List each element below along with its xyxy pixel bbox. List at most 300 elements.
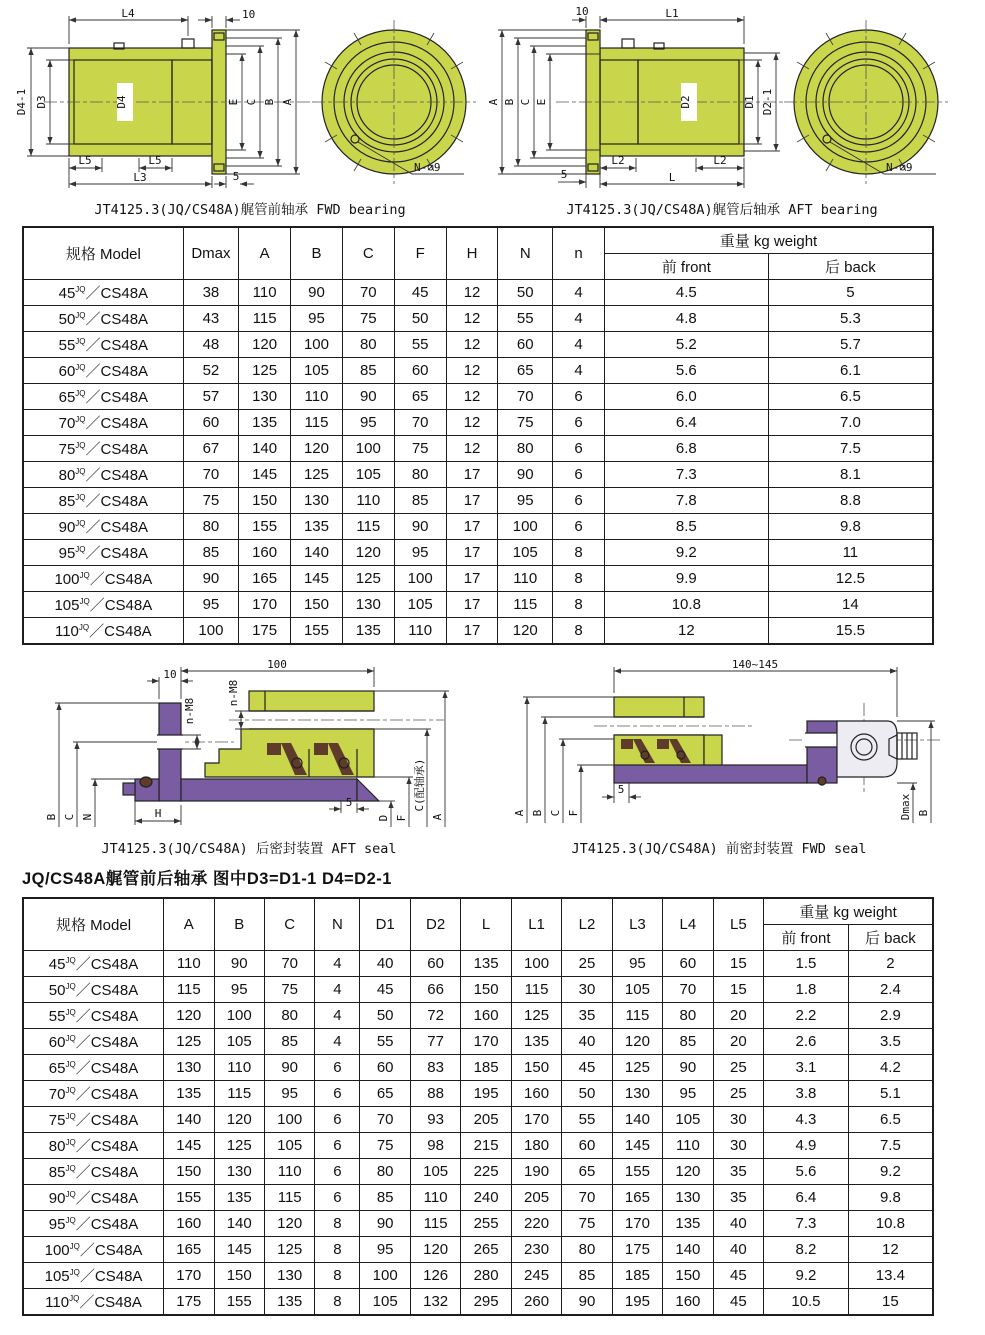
value-cell: 90 bbox=[562, 1289, 612, 1316]
weight-cell: 7.3 bbox=[764, 1211, 849, 1237]
dim-label: A bbox=[431, 813, 444, 821]
value-cell: 220 bbox=[511, 1211, 561, 1237]
value-cell: 130 bbox=[264, 1263, 314, 1289]
value-cell: 35 bbox=[562, 1003, 612, 1029]
value-cell: 105 bbox=[360, 1289, 410, 1316]
column-header: C bbox=[264, 898, 314, 951]
value-cell: 95 bbox=[214, 977, 264, 1003]
value-cell: 88 bbox=[410, 1081, 460, 1107]
fwd-bearing-front-view bbox=[312, 20, 476, 184]
value-cell: 40 bbox=[360, 951, 410, 977]
value-cell: 95 bbox=[264, 1081, 314, 1107]
aft-bearing-section-view bbox=[486, 6, 958, 198]
value-cell: 170 bbox=[461, 1029, 511, 1055]
dim-label: 10 bbox=[575, 6, 589, 18]
weight-cell: 6.0 bbox=[604, 384, 768, 410]
value-cell: 50 bbox=[360, 1003, 410, 1029]
value-cell: 40 bbox=[713, 1211, 763, 1237]
weight-cell: 6.4 bbox=[604, 410, 768, 436]
table-row bbox=[23, 1133, 933, 1159]
value-cell: 120 bbox=[214, 1107, 264, 1133]
value-cell: 110 bbox=[663, 1133, 713, 1159]
weight-cell: 10.5 bbox=[764, 1289, 849, 1316]
table-row bbox=[23, 1289, 933, 1316]
model-cell: $105^{JQ}/CS48A$ bbox=[23, 1263, 164, 1289]
dim-label: D4-1 bbox=[15, 88, 28, 116]
value-cell: 90 bbox=[360, 1211, 410, 1237]
weight-cell: 9.9 bbox=[604, 566, 768, 592]
value-cell: 55 bbox=[360, 1029, 410, 1055]
value-cell: 165 bbox=[164, 1237, 214, 1263]
value-cell: 110 bbox=[498, 566, 553, 592]
column-header: L5 bbox=[713, 898, 763, 951]
table-row bbox=[23, 951, 933, 977]
value-cell: 75 bbox=[264, 977, 314, 1003]
value-cell: 75 bbox=[183, 488, 239, 514]
value-cell: 115 bbox=[214, 1081, 264, 1107]
value-cell: 130 bbox=[612, 1081, 662, 1107]
value-cell: 20 bbox=[713, 1003, 763, 1029]
model-cell: $90^{JQ}/CS48A$ bbox=[23, 514, 183, 540]
value-cell: 100 bbox=[394, 566, 446, 592]
value-cell: 110 bbox=[394, 618, 446, 645]
value-cell: 55 bbox=[498, 306, 553, 332]
weight-cell: 2.6 bbox=[764, 1029, 849, 1055]
value-cell: 125 bbox=[214, 1133, 264, 1159]
weight-cell: 7.5 bbox=[768, 436, 933, 462]
value-cell: 4 bbox=[315, 951, 360, 977]
value-cell: 175 bbox=[239, 618, 291, 645]
value-cell: 105 bbox=[612, 977, 662, 1003]
value-cell: 80 bbox=[394, 462, 446, 488]
value-cell: 135 bbox=[264, 1289, 314, 1316]
value-cell: 95 bbox=[612, 951, 662, 977]
value-cell: 100 bbox=[360, 1263, 410, 1289]
value-cell: 8 bbox=[315, 1289, 360, 1316]
value-cell: 145 bbox=[291, 566, 343, 592]
value-cell: 115 bbox=[264, 1185, 314, 1211]
model-cell: $95^{JQ}/CS48A$ bbox=[23, 1211, 164, 1237]
dim-label: A bbox=[487, 98, 500, 106]
value-cell: 4 bbox=[315, 977, 360, 1003]
value-cell: 75 bbox=[394, 436, 446, 462]
fwd-seal-caption: JT4125.3(JQ/CS48A) 前密封装置 FWD seal bbox=[571, 841, 867, 857]
value-cell: 4 bbox=[553, 358, 605, 384]
weight-cell: 5.6 bbox=[764, 1159, 849, 1185]
value-cell: 115 bbox=[291, 410, 343, 436]
value-cell: 155 bbox=[164, 1185, 214, 1211]
weight-cell: 5.6 bbox=[604, 358, 768, 384]
value-cell: 77 bbox=[410, 1029, 460, 1055]
weight-cell: 4.5 bbox=[604, 280, 768, 306]
value-cell: 110 bbox=[291, 384, 343, 410]
dim-label: L5 bbox=[148, 154, 162, 167]
value-cell: 12 bbox=[446, 306, 498, 332]
value-cell: 205 bbox=[461, 1107, 511, 1133]
value-cell: 105 bbox=[663, 1107, 713, 1133]
value-cell: 230 bbox=[511, 1237, 561, 1263]
value-cell: 120 bbox=[239, 332, 291, 358]
value-cell: 115 bbox=[342, 514, 394, 540]
value-cell: 100 bbox=[264, 1107, 314, 1133]
model-cell: $85^{JQ}/CS48A$ bbox=[23, 1159, 164, 1185]
table-row bbox=[23, 410, 933, 436]
value-cell: 175 bbox=[612, 1237, 662, 1263]
model-cell: $50^{JQ}/CS48A$ bbox=[23, 977, 164, 1003]
dim-label: 10 bbox=[242, 8, 256, 21]
value-cell: 170 bbox=[239, 592, 291, 618]
value-cell: 8 bbox=[553, 592, 605, 618]
dim-label: L4 bbox=[121, 7, 135, 20]
dim-label: C bbox=[549, 809, 562, 817]
value-cell: 205 bbox=[511, 1185, 561, 1211]
value-cell: 90 bbox=[394, 514, 446, 540]
value-cell: 105 bbox=[498, 540, 553, 566]
value-cell: 12 bbox=[446, 280, 498, 306]
value-cell: 126 bbox=[410, 1263, 460, 1289]
value-cell: 105 bbox=[291, 358, 343, 384]
value-cell: 215 bbox=[461, 1133, 511, 1159]
value-cell: 160 bbox=[663, 1289, 713, 1316]
value-cell: 145 bbox=[239, 462, 291, 488]
dim-label: A bbox=[281, 98, 294, 106]
dim-label: B bbox=[45, 813, 58, 821]
weight-cell: 5.7 bbox=[768, 332, 933, 358]
value-cell: 6 bbox=[315, 1055, 360, 1081]
column-header: L2 bbox=[562, 898, 612, 951]
value-cell: 12 bbox=[446, 410, 498, 436]
value-cell: 120 bbox=[663, 1159, 713, 1185]
value-cell: 100 bbox=[291, 332, 343, 358]
dim-label: n-M8 bbox=[227, 679, 240, 707]
value-cell: 65 bbox=[562, 1159, 612, 1185]
weight-cell: 6.5 bbox=[848, 1107, 933, 1133]
value-cell: 95 bbox=[342, 410, 394, 436]
model-column-header: 规格 Model bbox=[23, 227, 183, 280]
value-cell: 12 bbox=[446, 436, 498, 462]
model-cell: $80^{JQ}/CS48A$ bbox=[23, 1133, 164, 1159]
bearing-drawings-row bbox=[0, 6, 985, 218]
oil-hole-tab bbox=[182, 39, 194, 48]
table-row bbox=[23, 618, 933, 645]
value-cell: 35 bbox=[713, 1185, 763, 1211]
value-cell: 8 bbox=[553, 566, 605, 592]
value-cell: 240 bbox=[461, 1185, 511, 1211]
value-cell: 150 bbox=[164, 1159, 214, 1185]
value-cell: 150 bbox=[291, 592, 343, 618]
value-cell: 75 bbox=[342, 306, 394, 332]
value-cell: 75 bbox=[360, 1133, 410, 1159]
fwd-bearing-drawing bbox=[14, 6, 486, 218]
value-cell: 110 bbox=[264, 1159, 314, 1185]
value-cell: 135 bbox=[164, 1081, 214, 1107]
model-cell: $95^{JQ}/CS48A$ bbox=[23, 540, 183, 566]
model-cell: $100^{JQ}/CS48A$ bbox=[23, 1237, 164, 1263]
value-cell: 60 bbox=[410, 951, 460, 977]
column-header: N bbox=[498, 227, 553, 280]
value-cell: 60 bbox=[663, 951, 713, 977]
weight-cell: 9.2 bbox=[764, 1263, 849, 1289]
model-cell: $75^{JQ}/CS48A$ bbox=[23, 436, 183, 462]
dim-label: 10 bbox=[163, 668, 177, 681]
weight-cell: 4.9 bbox=[764, 1133, 849, 1159]
value-cell: 70 bbox=[342, 280, 394, 306]
value-cell: 130 bbox=[291, 488, 343, 514]
dim-label: 5 bbox=[617, 783, 625, 796]
value-cell: 100 bbox=[183, 618, 239, 645]
value-cell: 85 bbox=[360, 1185, 410, 1211]
weight-subheader: 前 front bbox=[604, 254, 768, 280]
weight-cell: 8.2 bbox=[764, 1237, 849, 1263]
table-row bbox=[23, 1029, 933, 1055]
value-cell: 17 bbox=[446, 566, 498, 592]
value-cell: 60 bbox=[394, 358, 446, 384]
o-ring bbox=[818, 777, 826, 785]
dim-label: L5 bbox=[78, 154, 92, 167]
seal-flange bbox=[159, 703, 181, 801]
value-cell: 280 bbox=[461, 1263, 511, 1289]
value-cell: 67 bbox=[183, 436, 239, 462]
dim-label: D2-1 bbox=[761, 88, 774, 116]
column-header: D1 bbox=[360, 898, 410, 951]
dim-label: D4 bbox=[115, 95, 128, 109]
value-cell: 35 bbox=[713, 1159, 763, 1185]
value-cell: 115 bbox=[511, 977, 561, 1003]
value-cell: 6 bbox=[315, 1159, 360, 1185]
value-cell: 4 bbox=[553, 332, 605, 358]
weight-cell: 8.5 bbox=[604, 514, 768, 540]
value-cell: 130 bbox=[663, 1185, 713, 1211]
value-cell: 40 bbox=[562, 1029, 612, 1055]
value-cell: 165 bbox=[612, 1185, 662, 1211]
weight-cell: 14 bbox=[768, 592, 933, 618]
value-cell: 8 bbox=[315, 1211, 360, 1237]
weight-subheader: 前 front bbox=[764, 925, 849, 951]
column-header: L1 bbox=[511, 898, 561, 951]
model-cell: $65^{JQ}/CS48A$ bbox=[23, 384, 183, 410]
value-cell: 150 bbox=[461, 977, 511, 1003]
value-cell: 125 bbox=[264, 1237, 314, 1263]
value-cell: 185 bbox=[461, 1055, 511, 1081]
weight-header: 重量 kg weight bbox=[764, 898, 933, 925]
model-cell: $80^{JQ}/CS48A$ bbox=[23, 462, 183, 488]
value-cell: 30 bbox=[562, 977, 612, 1003]
value-cell: 115 bbox=[164, 977, 214, 1003]
dim-label: D2 bbox=[679, 95, 692, 109]
value-cell: 15 bbox=[713, 951, 763, 977]
model-cell: $55^{JQ}/CS48A$ bbox=[23, 332, 183, 358]
value-cell: 80 bbox=[183, 514, 239, 540]
value-cell: 175 bbox=[164, 1289, 214, 1316]
value-cell: 120 bbox=[612, 1029, 662, 1055]
value-cell: 295 bbox=[461, 1289, 511, 1316]
value-cell: 40 bbox=[713, 1237, 763, 1263]
table-row bbox=[23, 1185, 933, 1211]
dim-label: 140~145 bbox=[731, 658, 779, 671]
weight-cell: 9.8 bbox=[848, 1185, 933, 1211]
value-cell: 70 bbox=[498, 384, 553, 410]
value-cell: 93 bbox=[410, 1107, 460, 1133]
seal-base-sleeve bbox=[181, 779, 357, 801]
table-row bbox=[23, 358, 933, 384]
value-cell: 195 bbox=[612, 1289, 662, 1316]
value-cell: 8 bbox=[553, 618, 605, 645]
value-cell: 160 bbox=[164, 1211, 214, 1237]
dim-label: B bbox=[263, 98, 276, 106]
weight-cell: 1.8 bbox=[764, 977, 849, 1003]
seal-housing-top bbox=[614, 697, 704, 717]
dim-label: F bbox=[567, 809, 580, 817]
fwd-seal-section-view bbox=[484, 655, 954, 837]
aft-seal-drawing bbox=[14, 655, 484, 857]
value-cell: 105 bbox=[214, 1029, 264, 1055]
diagram-note: JQ/CS48A艉管前后轴承 图中D3=D1-1 D4=D2-1 bbox=[22, 870, 392, 888]
value-cell: 95 bbox=[183, 592, 239, 618]
value-cell: 180 bbox=[511, 1133, 561, 1159]
value-cell: 150 bbox=[239, 488, 291, 514]
value-cell: 100 bbox=[498, 514, 553, 540]
value-cell: 105 bbox=[394, 592, 446, 618]
model-cell: $110^{JQ}/CS48A$ bbox=[23, 1289, 164, 1316]
table-row bbox=[23, 384, 933, 410]
table-row bbox=[23, 1107, 933, 1133]
fwd-seal-drawing bbox=[484, 655, 954, 857]
weight-cell: 6.8 bbox=[604, 436, 768, 462]
value-cell: 80 bbox=[562, 1237, 612, 1263]
value-cell: 15 bbox=[713, 977, 763, 1003]
value-cell: 70 bbox=[663, 977, 713, 1003]
table-row bbox=[23, 280, 933, 306]
column-header: A bbox=[164, 898, 214, 951]
value-cell: 50 bbox=[394, 306, 446, 332]
value-cell: 6 bbox=[553, 410, 605, 436]
dim-label: 5 bbox=[345, 796, 353, 809]
value-cell: 8 bbox=[315, 1237, 360, 1263]
aft-bearing-caption: JT4125.3(JQ/CS48A)艉管后轴承 AFT bearing bbox=[566, 202, 878, 218]
value-cell: 45 bbox=[562, 1055, 612, 1081]
weight-cell: 4.2 bbox=[848, 1055, 933, 1081]
value-cell: 20 bbox=[713, 1029, 763, 1055]
value-cell: 43 bbox=[183, 306, 239, 332]
value-cell: 95 bbox=[498, 488, 553, 514]
value-cell: 6 bbox=[553, 384, 605, 410]
value-cell: 12 bbox=[446, 384, 498, 410]
dim-label: E bbox=[535, 98, 548, 106]
value-cell: 140 bbox=[164, 1107, 214, 1133]
value-cell: 17 bbox=[446, 540, 498, 566]
value-cell: 135 bbox=[342, 618, 394, 645]
value-cell: 160 bbox=[511, 1081, 561, 1107]
value-cell: 12 bbox=[446, 358, 498, 384]
value-cell: 38 bbox=[183, 280, 239, 306]
table-row bbox=[23, 306, 933, 332]
weight-cell: 8.8 bbox=[768, 488, 933, 514]
value-cell: 6 bbox=[315, 1107, 360, 1133]
value-cell: 45 bbox=[394, 280, 446, 306]
value-cell: 130 bbox=[239, 384, 291, 410]
value-cell: 125 bbox=[342, 566, 394, 592]
value-cell: 17 bbox=[446, 592, 498, 618]
value-cell: 160 bbox=[461, 1003, 511, 1029]
model-cell: $90^{JQ}/CS48A$ bbox=[23, 1185, 164, 1211]
value-cell: 145 bbox=[214, 1237, 264, 1263]
value-cell: 90 bbox=[291, 280, 343, 306]
value-cell: 100 bbox=[214, 1003, 264, 1029]
value-cell: 90 bbox=[214, 951, 264, 977]
value-cell: 135 bbox=[239, 410, 291, 436]
weight-header: 重量 kg weight bbox=[604, 227, 933, 254]
value-cell: 45 bbox=[360, 977, 410, 1003]
model-cell: $60^{JQ}/CS48A$ bbox=[23, 358, 183, 384]
dim-label: C bbox=[519, 98, 532, 106]
dim-label: L2 bbox=[713, 154, 727, 167]
value-cell: 25 bbox=[562, 951, 612, 977]
value-cell: 17 bbox=[446, 618, 498, 645]
value-cell: 105 bbox=[410, 1159, 460, 1185]
fwd-bearing-caption: JT4125.3(JQ/CS48A)艉管前轴承 FWD bearing bbox=[94, 202, 406, 218]
value-cell: 132 bbox=[410, 1289, 460, 1316]
value-cell: 12 bbox=[446, 332, 498, 358]
value-cell: 83 bbox=[410, 1055, 460, 1081]
weight-cell: 1.5 bbox=[764, 951, 849, 977]
table-row bbox=[23, 1263, 933, 1289]
weight-cell: 9.2 bbox=[604, 540, 768, 566]
o-ring bbox=[140, 777, 152, 787]
column-header: L4 bbox=[663, 898, 713, 951]
dim-label: D3 bbox=[35, 95, 48, 109]
value-cell: 115 bbox=[498, 592, 553, 618]
value-cell: 55 bbox=[394, 332, 446, 358]
value-cell: 25 bbox=[713, 1055, 763, 1081]
weight-cell: 2.9 bbox=[848, 1003, 933, 1029]
weight-cell: 9.8 bbox=[768, 514, 933, 540]
bolt-holes-label: N-∅9 bbox=[886, 161, 913, 174]
dim-label: C(配轴承) bbox=[413, 758, 426, 812]
value-cell: 195 bbox=[461, 1081, 511, 1107]
value-cell: 150 bbox=[511, 1055, 561, 1081]
fwd-bearing-section-view bbox=[14, 6, 486, 198]
model-cell: $110^{JQ}/CS48A$ bbox=[23, 618, 183, 645]
value-cell: 65 bbox=[360, 1081, 410, 1107]
value-cell: 130 bbox=[164, 1055, 214, 1081]
value-cell: 66 bbox=[410, 977, 460, 1003]
weight-cell: 5.3 bbox=[768, 306, 933, 332]
weight-cell: 5.1 bbox=[848, 1081, 933, 1107]
value-cell: 17 bbox=[446, 488, 498, 514]
weight-cell: 15.5 bbox=[768, 618, 933, 645]
value-cell: 4 bbox=[315, 1003, 360, 1029]
weight-cell: 10.8 bbox=[848, 1211, 933, 1237]
value-cell: 52 bbox=[183, 358, 239, 384]
dim-label: 5 bbox=[560, 168, 568, 181]
value-cell: 60 bbox=[562, 1133, 612, 1159]
seal-base-sleeve bbox=[614, 765, 807, 783]
value-cell: 245 bbox=[511, 1263, 561, 1289]
value-cell: 140 bbox=[239, 436, 291, 462]
value-cell: 170 bbox=[164, 1263, 214, 1289]
value-cell: 98 bbox=[410, 1133, 460, 1159]
value-cell: 30 bbox=[713, 1133, 763, 1159]
dim-label: N bbox=[81, 813, 94, 821]
model-cell: $75^{JQ}/CS48A$ bbox=[23, 1107, 164, 1133]
column-header: C bbox=[342, 227, 394, 280]
table-row bbox=[23, 977, 933, 1003]
value-cell: 4 bbox=[315, 1029, 360, 1055]
value-cell: 135 bbox=[461, 951, 511, 977]
column-header: F bbox=[394, 227, 446, 280]
weight-cell: 7.3 bbox=[604, 462, 768, 488]
value-cell: 85 bbox=[342, 358, 394, 384]
